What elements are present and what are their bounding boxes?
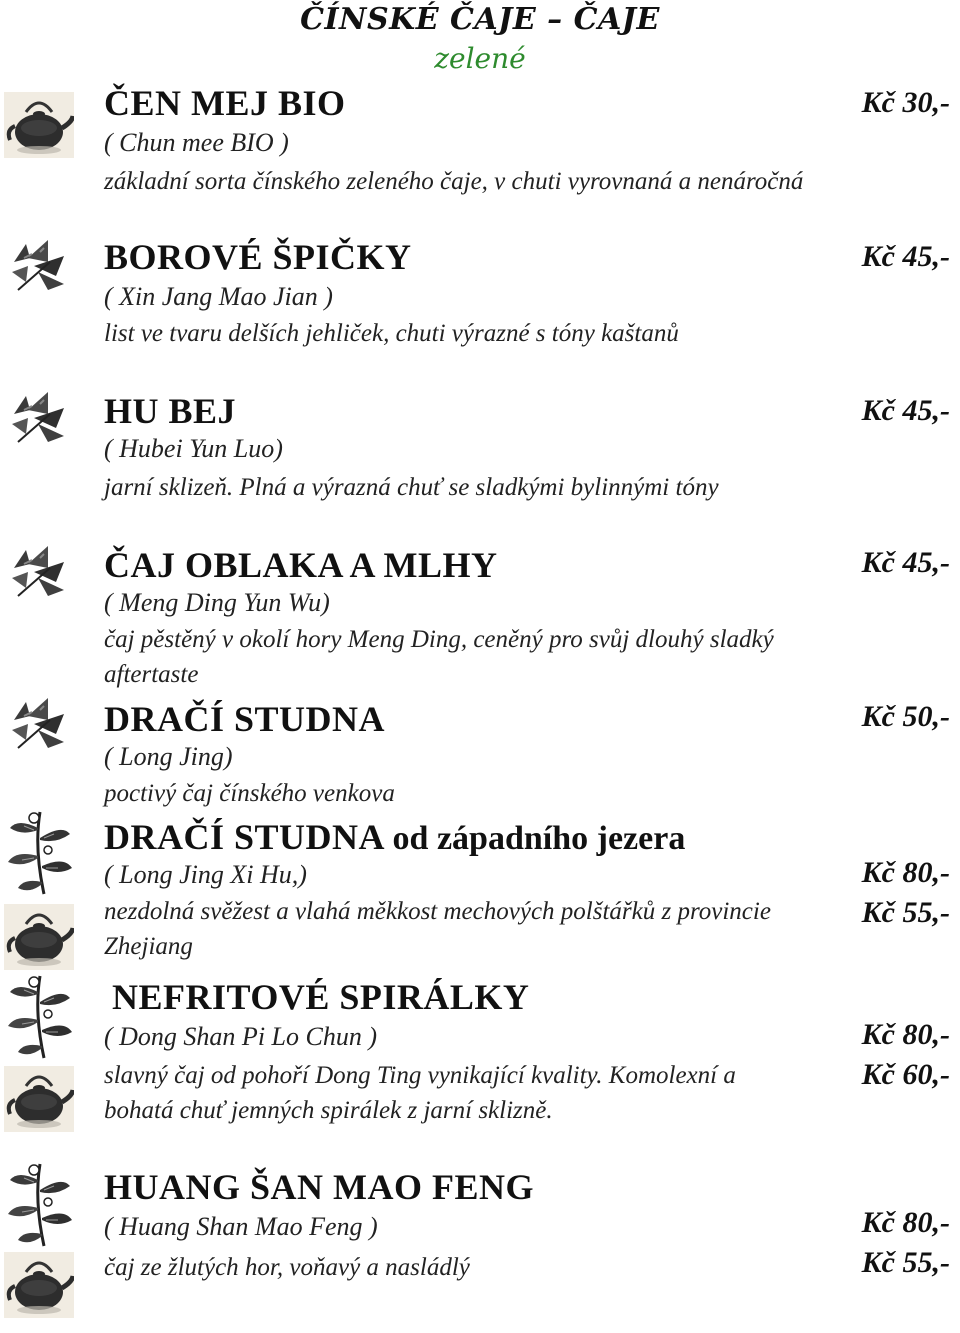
tea-name: HUANG ŠAN MAO FENG: [104, 1167, 534, 1207]
tea-original-name: ( Meng Ding Yun Wu): [104, 588, 330, 617]
tea-name: NEFRITOVÉ SPIRÁLKY: [112, 977, 530, 1017]
tea-price-small: Kč 60,-: [861, 1058, 950, 1091]
tea-leaf-icon: [4, 690, 74, 752]
tea-leaf-icon: [4, 538, 74, 600]
teapot-icon: [4, 92, 74, 158]
tea-name: DRAČÍ STUDNA: [104, 699, 386, 739]
tea-name: ČAJ OBLAKA A MLHY: [104, 545, 498, 585]
tea-name: HU BEJ: [104, 391, 237, 431]
tea-name: [104, 816, 685, 858]
tea-original-name: ( Long Jing): [104, 742, 233, 771]
tea-price-small: Kč 55,-: [861, 896, 950, 929]
tea-price: Kč 45,-: [861, 240, 950, 273]
tea-description: čaj pěstěný v okolí hory Meng Ding, ceněný pro svůj dlouhý sladký aftertaste: [104, 626, 774, 688]
tea-description: list ve tvaru delších jehliček, chuti výrazné s tóny kaštanů: [104, 320, 679, 347]
tea-name-suffix: od západního jezera: [392, 820, 686, 857]
tea-name: BOROVÉ ŠPIČKY: [104, 237, 412, 277]
tea-name-main: DRAČÍ STUDNA: [104, 817, 384, 857]
teapot-icon: [4, 904, 74, 970]
tea-price-small: Kč 55,-: [861, 1246, 950, 1279]
tea-original-name: ( Long Jing Xi Hu,): [104, 860, 307, 889]
tea-description: základní sorta čínského zeleného čaje, v chuti vyrovnaná a nenáročná: [104, 168, 804, 195]
tea-price: Kč 45,-: [861, 394, 950, 427]
tea-price: Kč 30,-: [861, 86, 950, 119]
tea-leaf-icon: [4, 384, 74, 446]
tea-description: nezdolná svěžest a vlahá měkkost mechových polštářků z provincie Zhejiang: [104, 898, 771, 960]
menu-subtitle: zelené: [434, 42, 526, 75]
tea-price-large: Kč 80,-: [861, 1206, 950, 1239]
tea-original-name: ( Xin Jang Mao Jian ): [104, 282, 333, 311]
tea-name: ČEN MEJ BIO: [104, 83, 346, 123]
tea-original-name: ( Chun mee BIO ): [104, 128, 289, 157]
tea-price: Kč 45,-: [861, 546, 950, 579]
teapot-icon: [4, 1252, 74, 1318]
tea-original-name: ( Hubei Yun Luo): [104, 434, 283, 463]
tea-description: slavný čaj od pohoří Dong Ting vynikající kvality. Komolexní a bohatá chuť jemných spirálek z jarní sklizně.: [104, 1062, 736, 1124]
tea-branch-icon: [4, 808, 74, 898]
tea-original-name: ( Dong Shan Pi Lo Chun ): [104, 1022, 377, 1051]
tea-description: poctivý čaj čínského venkova: [104, 780, 395, 807]
tea-price-large: Kč 80,-: [861, 1018, 950, 1051]
teapot-icon: [4, 1066, 74, 1132]
tea-original-name: ( Huang Shan Mao Feng ): [104, 1212, 378, 1241]
tea-price: Kč 50,-: [861, 700, 950, 733]
menu-title: ČÍNSKÉ ČAJE – ČAJE: [300, 2, 660, 37]
tea-branch-icon: [4, 1160, 74, 1250]
tea-description: jarní sklizeň. Plná a výrazná chuť se sladkými bylinnými tóny: [104, 474, 719, 501]
tea-leaf-icon: [4, 232, 74, 294]
tea-description: čaj ze žlutých hor, voňavý a nasládlý: [104, 1254, 470, 1281]
tea-price-large: Kč 80,-: [861, 856, 950, 889]
tea-branch-icon: [4, 972, 74, 1062]
